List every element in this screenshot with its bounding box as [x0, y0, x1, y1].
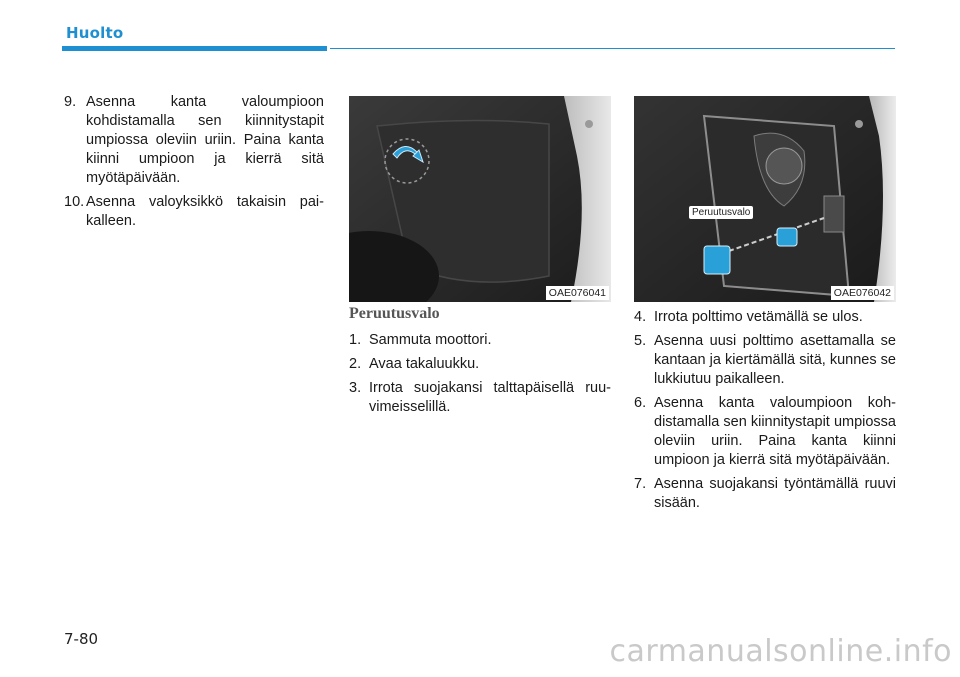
step-text: Asenna valoyksikkö takaisin paikalleen. [86, 194, 324, 229]
step-number: 5. [634, 333, 647, 349]
header-rule-thick [62, 46, 327, 51]
figure-bulb-socket [634, 96, 896, 302]
list-item [64, 93, 324, 188]
step-list [634, 308, 896, 513]
step-number: 6. [634, 395, 647, 411]
step-text: Asenna kanta valoumpioon kohdistamalla sen kiinnitystapit umpiossa oleviin uriin. Paina kanta kiinni umpioon ja kierrä sitä myötäpäivään. [654, 395, 896, 468]
step-number: 7. [634, 476, 647, 492]
step-number: 3. [349, 380, 362, 396]
header-rule-thin [330, 48, 895, 49]
figure-code: OAE076042 [831, 286, 894, 300]
column-3 [634, 308, 896, 518]
list-item [349, 331, 611, 350]
step-number: 1. [349, 332, 362, 348]
step-number: 2. [349, 356, 362, 372]
step-text: Asenna uusi polttimo asettamalla se kantaan ja kiertämällä sitä, kunnes se lukkiutuu paikalleen. [654, 333, 896, 387]
bulb-socket-illustration [634, 96, 896, 302]
step-list [349, 331, 611, 417]
list-item [634, 394, 896, 470]
list-item [349, 379, 611, 417]
step-number: 10. [64, 194, 85, 210]
figure-code: OAE076041 [546, 286, 609, 300]
step-number: 4. [634, 309, 647, 325]
cover-panel-illustration [349, 96, 611, 302]
callout-label: Peruutusvalo [689, 206, 753, 219]
step-list [64, 93, 324, 231]
step-text: Asenna kanta valoumpioon kohdistamalla sen kiinnitystapit umpiossa oleviin uriin. Paina kanta kiinni umpioon ja kierrä sitä myötäpäivään. [86, 94, 324, 186]
subsection-heading: Peruutusvalo [349, 305, 440, 322]
watermark: carmanualsonline.info [609, 634, 952, 669]
page-number: 7-80 [64, 630, 99, 648]
step-text: Asenna suojakansi työntämällä ruuvi sisään. [654, 476, 896, 511]
column-1 [64, 93, 324, 236]
list-item [64, 193, 324, 231]
list-item [349, 355, 611, 374]
figure-cover-panel [349, 96, 611, 302]
list-item [634, 475, 896, 513]
step-number: 9. [64, 94, 77, 110]
list-item [634, 308, 896, 327]
step-text: Irrota suojakansi talttapäisellä ruuvimeisselillä. [369, 380, 611, 415]
step-text: Avaa takaluukku. [369, 356, 480, 372]
list-item [634, 332, 896, 389]
column-2 [349, 305, 611, 422]
step-text: Sammuta moottori. [369, 332, 492, 348]
section-title: Huolto [66, 24, 124, 42]
step-text: Irrota polttimo vetämällä se ulos. [654, 309, 863, 325]
